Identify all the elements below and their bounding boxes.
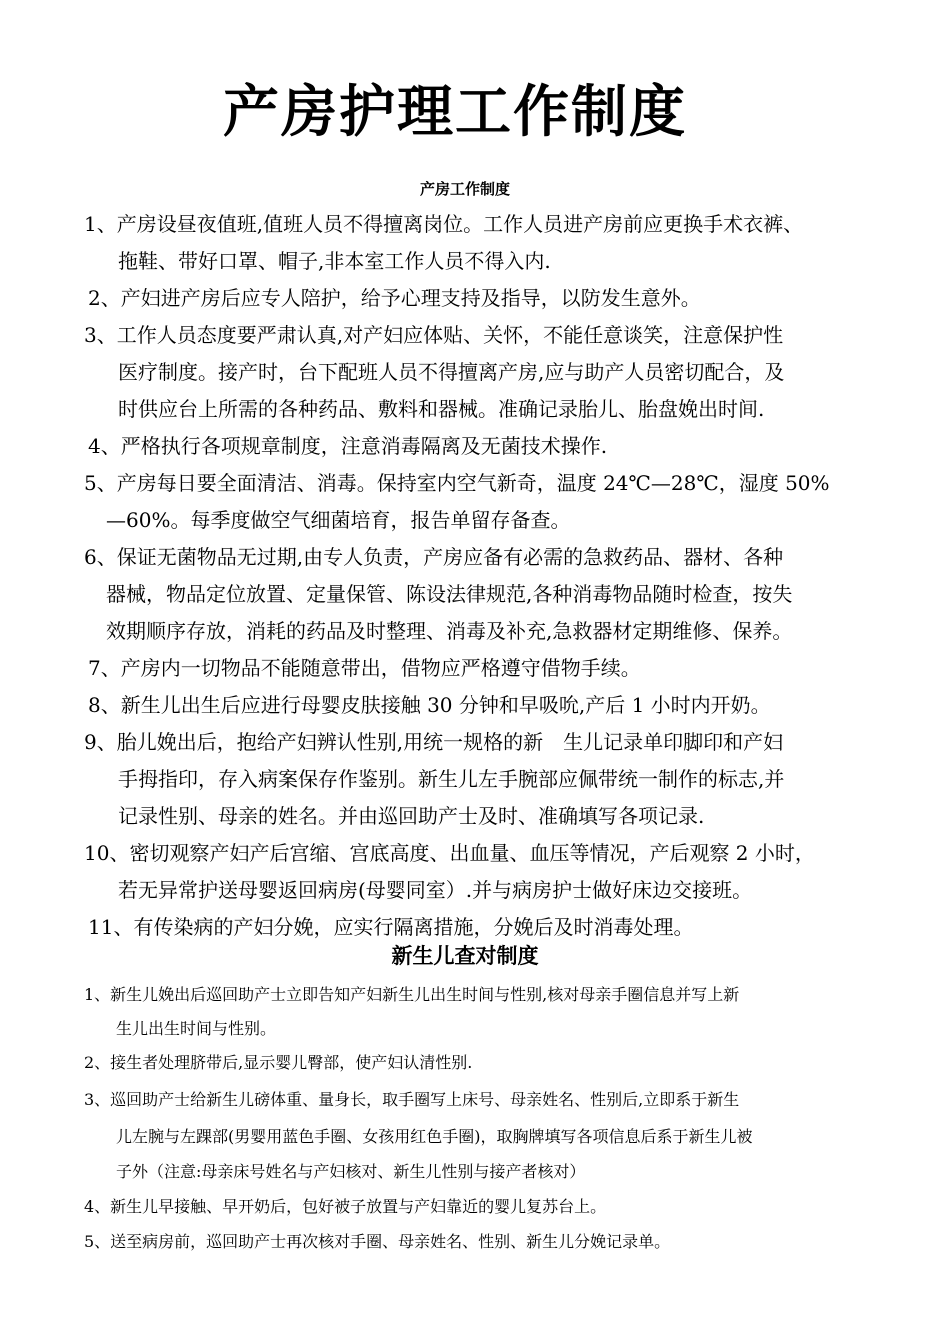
rule-line: 生儿出生时间与性别。 (116, 1019, 277, 1038)
rule-line: 2、产妇进产房后应专人陪护，给予心理支持及指导，以防发生意外。 (88, 286, 701, 310)
rule-line: 手拇指印，存入病案保存作鉴别。新生儿左手腕部应佩带统一制作的标志,并 (118, 767, 785, 791)
rule-line: 1、新生儿娩出后巡回助产士立即告知产妇新生儿出生时间与性别,核对母亲手圈信息并写上新 (84, 985, 740, 1004)
rule-line: 8、新生儿出生后应进行母婴皮肤接触 30 分钟和早吸吮,产后 1 小时内开奶。 (88, 693, 771, 717)
rule-line: 若无异常护送母婴返回病房(母婴同室）.并与病房护士做好床边交接班。 (118, 878, 753, 902)
rule-line: 器械，物品定位放置、定量保管、陈设法律规范,各种消毒物品随时检查，按失 (106, 582, 793, 606)
rule-line: 6、保证无菌物品无过期,由专人负责，产房应备有必需的急救药品、器材、各种 (84, 545, 784, 569)
rule-line: 4、严格执行各项规章制度，注意消毒隔离及无菌技术操作. (88, 434, 608, 458)
section-heading-delivery-room: 产房工作制度 (419, 180, 510, 198)
rule-line: 10、密切观察产妇产后宫缩、宫底高度、出血量、血压等情况，产后观察 2 小时， (84, 841, 815, 865)
section-heading-newborn-check: 新生儿查对制度 (391, 944, 539, 968)
rule-line: 9、胎儿娩出后，抱给产妇辨认性别,用统一规格的新 生儿记录单印脚印和产妇 (84, 730, 784, 754)
rule-line: 3、工作人员态度要严肃认真,对产妇应体贴、关怀，不能任意谈笑，注意保护性 (84, 323, 784, 347)
rule-line: 5、送至病房前，巡回助产士再次核对手圈、母亲姓名、性别、新生儿分娩记录单。 (84, 1232, 671, 1251)
rule-line: 记录性别、母亲的姓名。并由巡回助产士及时、准确填写各项记录. (118, 804, 705, 828)
rule-line: 医疗制度。接产时，台下配班人员不得擅离产房,应与助产人员密切配合，及 (118, 360, 785, 384)
rule-line: 4、新生儿早接触、早开奶后，包好被子放置与产妇靠近的婴儿复苏台上。 (84, 1197, 607, 1216)
page-title: 产房护理工作制度 (223, 80, 687, 145)
rule-line: 7、产房内一切物品不能随意带出，借物应严格遵守借物手续。 (88, 656, 641, 680)
rule-line: 11、有传染病的产妇分娩，应实行隔离措施，分娩后及时消毒处理。 (88, 915, 694, 939)
rule-line: 子外（注意:母亲床号姓名与产妇核对、新生儿性别与接产者核对） (116, 1162, 586, 1181)
rule-line: 5、产房每日要全面清洁、消毒。保持室内空气新奇，温度 24℃—28℃，湿度 50% (84, 471, 830, 495)
rule-line: 儿左腕与左踝部(男婴用蓝色手圈、女孩用红色手圈)，取胸牌填写各项信息后系于新生儿被 (116, 1127, 753, 1146)
rule-line: 效期顺序存放，消耗的药品及时整理、消毒及补充,急救器材定期维修、保养。 (106, 619, 793, 643)
rule-line: 3、巡回助产士给新生儿磅体重、量身长，取手圈写上床号、母亲姓名、性别后,立即系于新生 (84, 1090, 740, 1109)
rule-line: 1、产房设昼夜值班,值班人员不得擅离岗位。工作人员进产房前应更换手术衣裤、 (84, 212, 804, 236)
rule-line: 时供应台上所需的各种药品、敷料和器械。准确记录胎儿、胎盘娩出时间. (118, 397, 765, 421)
rule-line: 拖鞋、带好口罩、帽子,非本室工作人员不得入内. (118, 249, 551, 273)
rule-line: 2、接生者处理脐带后,显示婴儿臀部，使产妇认清性别. (84, 1053, 473, 1072)
rule-line: —60%。每季度做空气细菌培育，报告单留存备查。 (106, 508, 571, 532)
